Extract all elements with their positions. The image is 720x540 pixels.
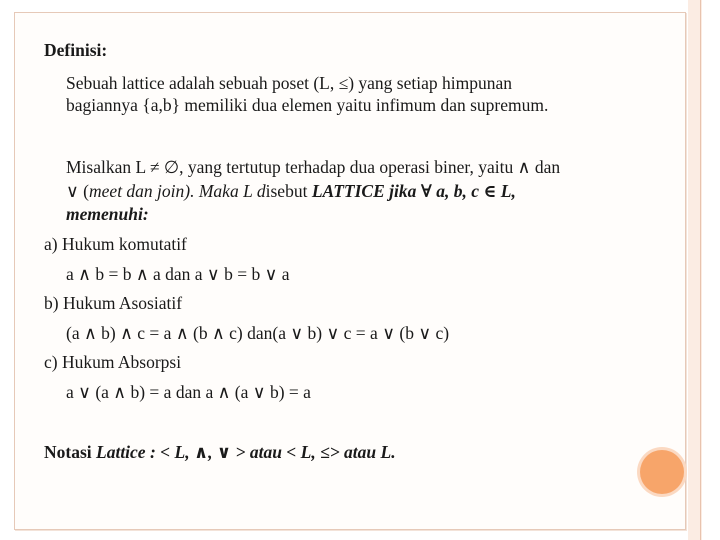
definition-heading: Definisi:: [44, 40, 108, 60]
law-absorpsi-title: c) Hukum Absorpsi: [44, 352, 182, 372]
law-komutatif-formula: a ∧ b = b ∧ a dan a ∨ b = b ∨ a: [66, 264, 290, 284]
law-komutatif-title: a) Hukum komutatif: [44, 234, 187, 254]
line2-text-d: Maka L d: [198, 181, 266, 201]
paragraph-1-line-1: Sebuah lattice adalah sebuah poset (L, ≤) yang setiap himpunan: [66, 73, 512, 93]
law-asosiatif-formula: (a ∧ b) ∧ c = a ∧ (b ∧ c) dan(a ∨ b) ∨ c = a ∨ (b ∨ c): [66, 323, 450, 343]
law-absorpsi-formula: a ∨ (a ∧ b) = a dan a ∧ (a ∨ b) = a: [66, 382, 311, 402]
paragraph-2-line-2: [66, 181, 516, 201]
lattice-condition: LATTICE jika ∀ a, b, c ∈ L,: [311, 181, 516, 201]
line2-text-c: ).: [184, 181, 199, 201]
meet-join-text: meet dan join: [89, 181, 185, 201]
line2-text-a: ∨ (: [66, 181, 90, 201]
notation-line: [44, 442, 396, 462]
paragraph-2-line-3: memenuhi:: [66, 204, 149, 224]
notation-term: Lattice : < L, ∧, ∨ > atau < L, ≤> atau L.: [96, 442, 396, 462]
law-asosiatif-title: b) Hukum Asosiatif: [44, 293, 183, 313]
notation-label: Notasi: [44, 442, 97, 462]
line2-text-e: isebut: [265, 181, 312, 201]
paragraph-2-line-1: Misalkan L ≠ ∅, yang tertutup terhadap dua operasi biner, yaitu ∧ dan: [66, 157, 561, 177]
paragraph-1-line-2: bagiannya {a,b} memiliki dua elemen yaitu infimum dan supremum.: [66, 95, 549, 115]
